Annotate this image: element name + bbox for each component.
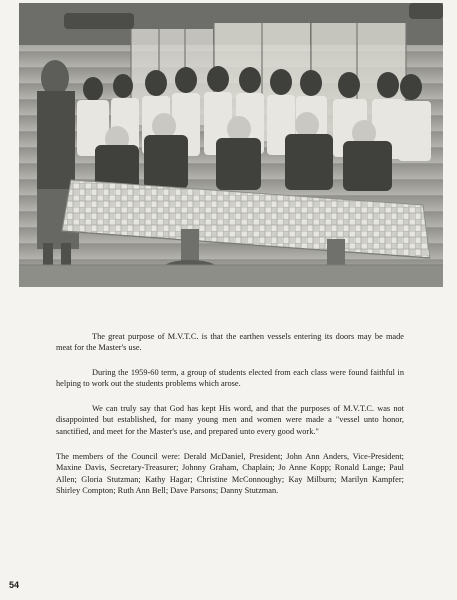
group-photo-illustration — [19, 3, 443, 287]
promise-paragraph — [56, 403, 404, 437]
purpose-text: The great purpose of M.V.T.C. is that the earthen vessels entering its doors may be made meat for the Master's use. — [56, 332, 404, 353]
page-number: 54 — [9, 580, 20, 590]
council-members-paragraph — [56, 451, 404, 497]
term-paragraph — [56, 367, 404, 390]
council-members-text: The members of the Council were: Derald McDaniel, President; John Ann Anders, Vice-President; Maxine Davis, Secretary-Treasurer; Johnny Graham, Chaplain; Jo Anne Kopp; Ronald Lange; Paul Allen; Gloria Stutzman; Kathy Hagar; Christine McConnoughy; Kay Milburn; Marilyn Kampfer; Shirley Compton; Ruth Ann Bell; Dave Parsons; Danny Stutzman. — [56, 452, 404, 496]
term-text: During the 1959-60 term, a group of students elected from each class were found faithful in helping to work out the students problems which arose. — [56, 368, 404, 389]
purpose-paragraph — [56, 331, 404, 354]
promise-text: We can truly say that God has kept His word, and that the purposes of M.V.T.C. was not disappointed but established, for many young men and women were made a "vessel unto honor, sanctified, and meet for the Master's use, and prepared unto every good work." — [56, 404, 404, 436]
group-photo — [19, 3, 443, 287]
